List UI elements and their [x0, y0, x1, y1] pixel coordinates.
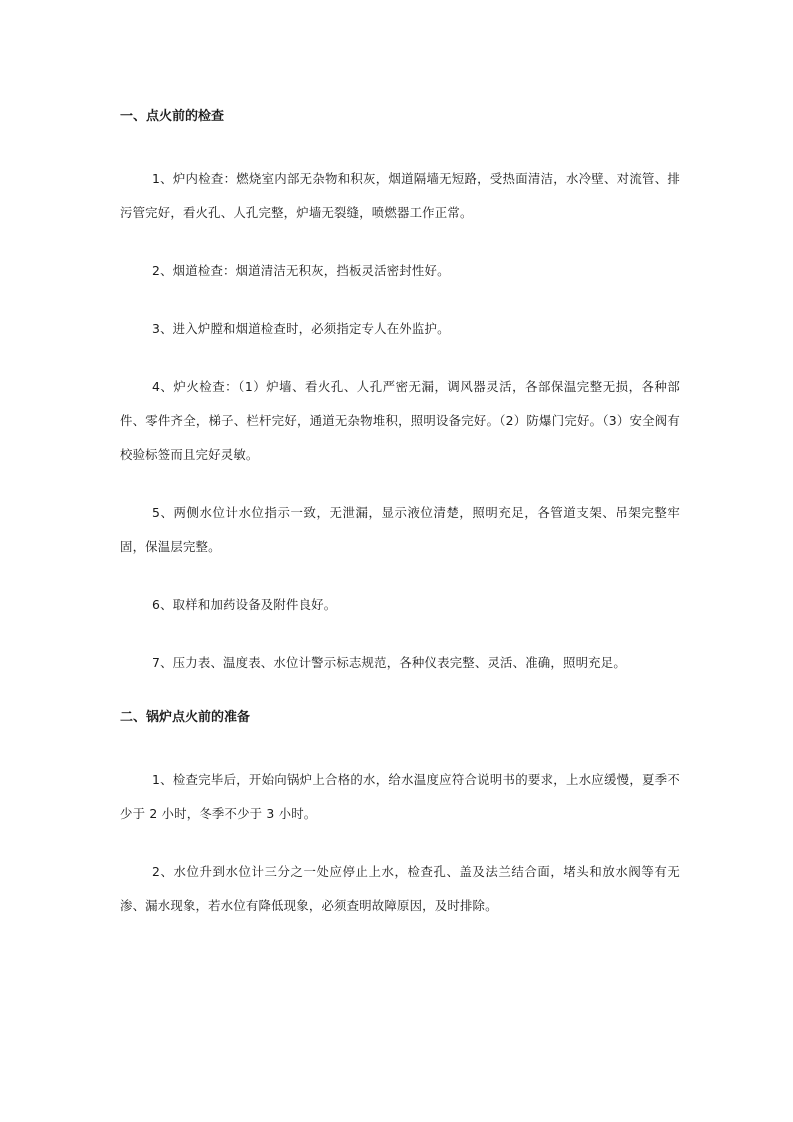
document-body: [120, 104, 680, 923]
paragraph-water-filling: 1、检查完毕后，开始向锅炉上合格的水，给水温度应符合说明书的要求，上水应缓慢，夏季不少于 2 小时，冬季不少于 3 小时。: [120, 772, 680, 821]
paragraph-sampling-dosing: 6、取样和加药设备及附件良好。: [152, 597, 337, 612]
paragraph-fire-inspection: 4、炉火检查：（1）炉墙、看火孔、人孔严密无漏，调风器灵活，各部保温完整无损，各种部件、零件齐全，梯子、栏杆完好，通道无杂物堆积，照明设备完好。（2）防爆门完好。（3）安全阀有校验标签而且完好灵敏。: [120, 379, 680, 462]
paragraph-furnace-inspection: 1、炉内检查：燃烧室内部无杂物和积灰，烟道隔墙无短路，受热面清洁，水冷壁、对流管、排污管完好，看火孔、人孔完整，炉墙无裂缝，喷燃器工作正常。: [120, 171, 680, 220]
section-heading-inspection: 一、点火前的检查: [120, 109, 225, 124]
paragraph-flue-inspection: 2、烟道检查：烟道清洁无积灰，挡板灵活密封性好。: [152, 263, 450, 278]
paragraph-instruments: 7、压力表、温度表、水位计警示标志规范，各种仪表完整、灵活、准确，照明充足。: [152, 655, 626, 670]
section-heading-preparation: 二、锅炉点火前的准备: [120, 710, 251, 725]
paragraph-water-level-gauge: 5、两侧水位计水位指示一致，无泄漏，显示液位清楚，照明充足，各管道支架、吊架完整牢固，保温层完整。: [120, 505, 680, 554]
paragraph-leak-check: 2、水位升到水位计三分之一处应停止上水，检查孔、盖及法兰结合面，堵头和放水阀等有无渗、漏水现象，若水位有降低现象，必须查明故障原因，及时排除。: [120, 864, 680, 913]
paragraph-supervision: 3、进入炉膛和烟道检查时，必须指定专人在外监护。: [152, 321, 450, 336]
